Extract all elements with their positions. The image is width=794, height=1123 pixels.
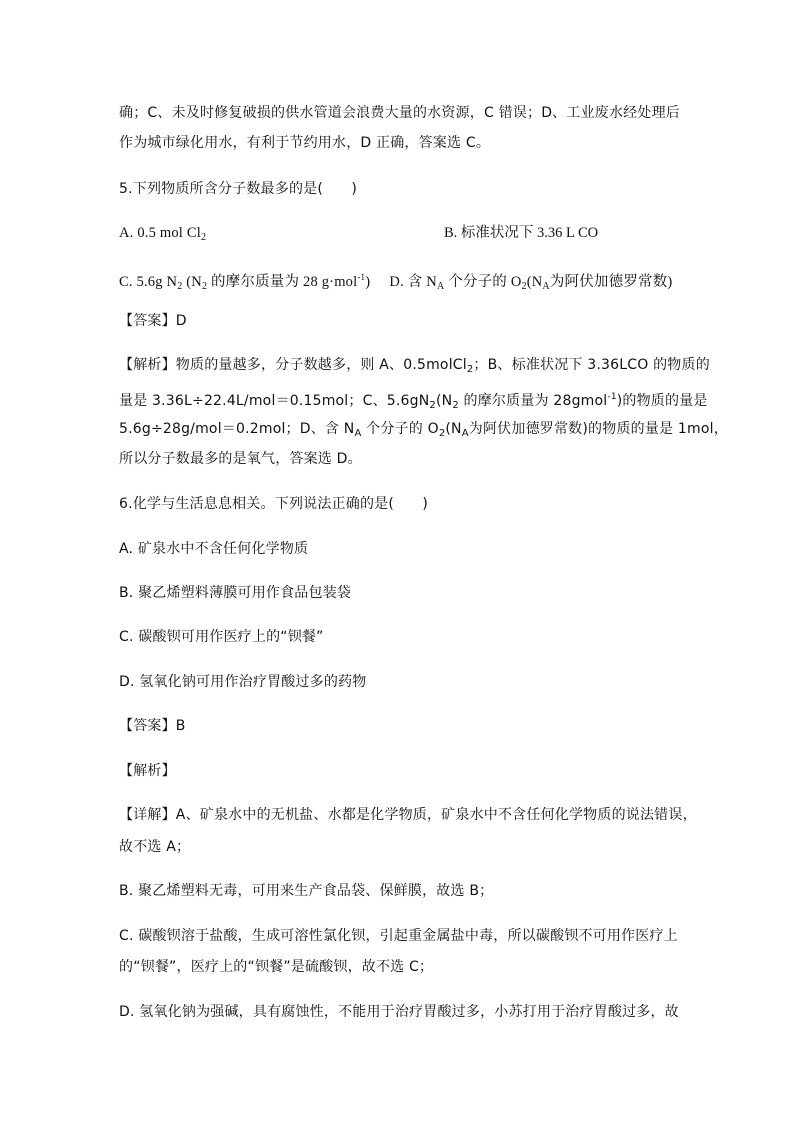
question-stem: 5.下列物质所含分子数最多的是( ) bbox=[119, 181, 358, 197]
option-a: A. 0.5 mol $Cl_2$ bbox=[119, 225, 207, 243]
text-line: 作为城市绿化用水，有利于节约用水，D 正确，答案选 C。 bbox=[119, 135, 491, 151]
explanation-line: 所以分子数最多的是氧气，答案选 D。 bbox=[119, 451, 362, 467]
answer-label: 【答案】D bbox=[119, 313, 187, 329]
detail-line: 故不选 A； bbox=[119, 839, 191, 855]
explanation-line: 5.6g÷28g/mol＝0.2mol；D、含 $N_A$ 个分子的 $O_2(N_A$为阿伏加德罗常数)的物质的量是 1mol， bbox=[119, 421, 728, 439]
analysis-label: 【解析】 bbox=[119, 763, 176, 779]
detail-line: B. 聚乙烯塑料无毒，可用来生产食品袋、保鲜膜，故选 B； bbox=[119, 883, 494, 899]
option-b: B. 标准状况下 3.36 L CO bbox=[444, 225, 599, 241]
answer-label: 【答案】B bbox=[119, 718, 186, 734]
option-c-d: C. 5.6g $N_2$ ($N_2$ 的摩尔质量为 28 g·mol$^{-1}$) D. 含 $N_A$ 个分子的 $O_2(N_A$为阿伏加德罗常数) bbox=[119, 272, 673, 292]
detail-line: 的“钡餐”，医疗上的“钡餐”是硫酸钡，故不选 C； bbox=[119, 959, 434, 975]
explanation-line: 【解析】物质的量越多，分子数越多，则 A、0.5molCl$_2$；B、标准状况下 3.36LCO 的物质的 bbox=[119, 357, 710, 375]
option-d: D. 氢氧化钠可用作治疗胃酸过多的药物 bbox=[119, 674, 367, 690]
option-b: B. 聚乙烯塑料薄膜可用作食品包装袋 bbox=[119, 585, 352, 601]
text-line: 确；C、未及时修复破损的供水管道会浪费大量的水资源，C 错误；D、工业废水经处理后 bbox=[119, 105, 680, 121]
option-a: A. 矿泉水中不含任何化学物质 bbox=[119, 541, 309, 557]
detail-line: D. 氢氧化钠为强碱，具有腐蚀性，不能用于治疗胃酸过多，小苏打用于治疗胃酸过多，故 bbox=[119, 1004, 679, 1020]
detail-line: 【详解】A、矿泉水中的无机盐、水都是化学物质，矿泉水中不含任何化学物质的说法错误， bbox=[119, 807, 697, 823]
explanation-line: 量是 3.36L÷22.4L/mol＝0.15mol；C、$5.6gN_2(N_2$ 的摩尔质量为 28gmol$^{-1}$)的物质的量是 bbox=[119, 392, 708, 411]
question-stem: 6.化学与生活息息相关。下列说法正确的是( ) bbox=[119, 496, 429, 512]
detail-line: C. 碳酸钡溶于盐酸，生成可溶性氯化钡，引起重金属盐中毒，所以碳酸钡不可用作医疗上 bbox=[119, 928, 678, 944]
option-c: C. 碳酸钡可用作医疗上的“钡餐” bbox=[119, 629, 324, 645]
